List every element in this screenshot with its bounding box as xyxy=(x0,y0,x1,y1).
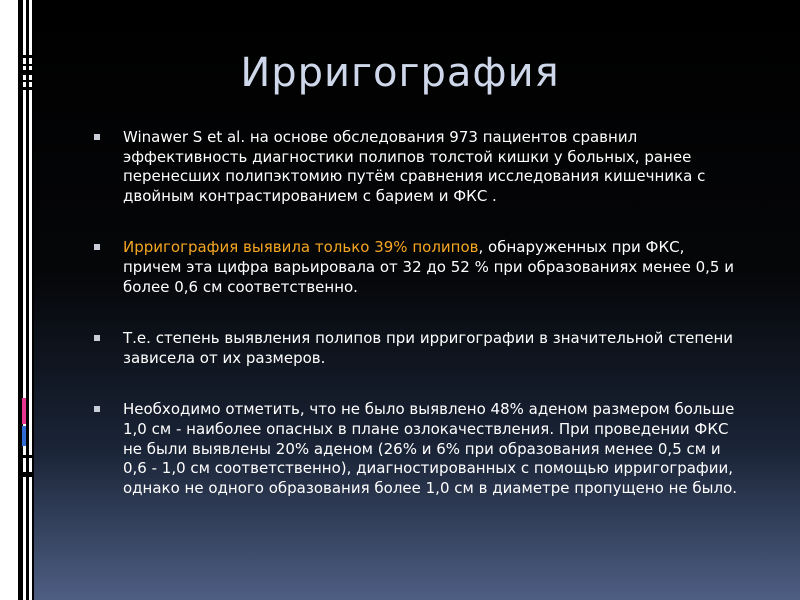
decorative-bar xyxy=(20,55,34,58)
bullet-square-icon xyxy=(94,335,100,341)
bullet-square-icon xyxy=(94,406,100,412)
bullet-item xyxy=(93,329,743,368)
blue-accent-bar xyxy=(22,426,26,446)
decorative-bar xyxy=(20,80,34,82)
bullet-text: Winawer S et al. на основе обследования 973 пациентов сравнил эффективность диагностики полипов толстой кишки у больных, ранее перенесших полипэктомию путём сравнения исследования кишечника с двойным контрастированием с барием и ФКС . xyxy=(123,128,706,205)
decorative-bar xyxy=(20,455,34,458)
decorative-bar xyxy=(18,70,34,75)
decorative-bar xyxy=(18,472,34,477)
bullet-item xyxy=(93,400,743,498)
bullet-text: Т.е. степень выявления полипов при ирригографии в значительной степени зависела от их размеров. xyxy=(123,329,734,367)
bullet-item xyxy=(93,238,743,297)
bullet-item xyxy=(93,128,743,206)
bullet-square-icon xyxy=(94,244,100,250)
bullet-text: Необходимо отметить, что не было выявлено 48% аденом размером больше 1,0 см - наиболее опасных в плане озлокачествления. При проведении ФКС не были выявлены 20% аденом (26% и 6% при образования менее 0,5 см и 0,6 - 1,0 см соответственно), диагностированных с помощью ирригографии, однако не одного образования более 1,0 см в диаметре пропущено не было. xyxy=(123,400,738,497)
decorative-bar xyxy=(18,0,23,600)
slide-title: Ирригография xyxy=(240,50,560,96)
decorative-bar xyxy=(20,64,34,66)
decorative-bar xyxy=(20,87,34,90)
bullet-text: , обнаруженных при ФКС, причем эта цифра варьировала от 32 до 52 % при образованиях менее 0,5 и более 0,6 см соответственно. xyxy=(123,238,734,296)
decorative-bar xyxy=(26,0,29,600)
bullet-square-icon xyxy=(94,134,100,140)
pink-accent-bar xyxy=(22,398,26,424)
highlighted-text: Ирригография выявила только 39% полипов xyxy=(123,238,479,257)
decorative-bar xyxy=(32,0,34,600)
bullet-list xyxy=(93,128,743,498)
